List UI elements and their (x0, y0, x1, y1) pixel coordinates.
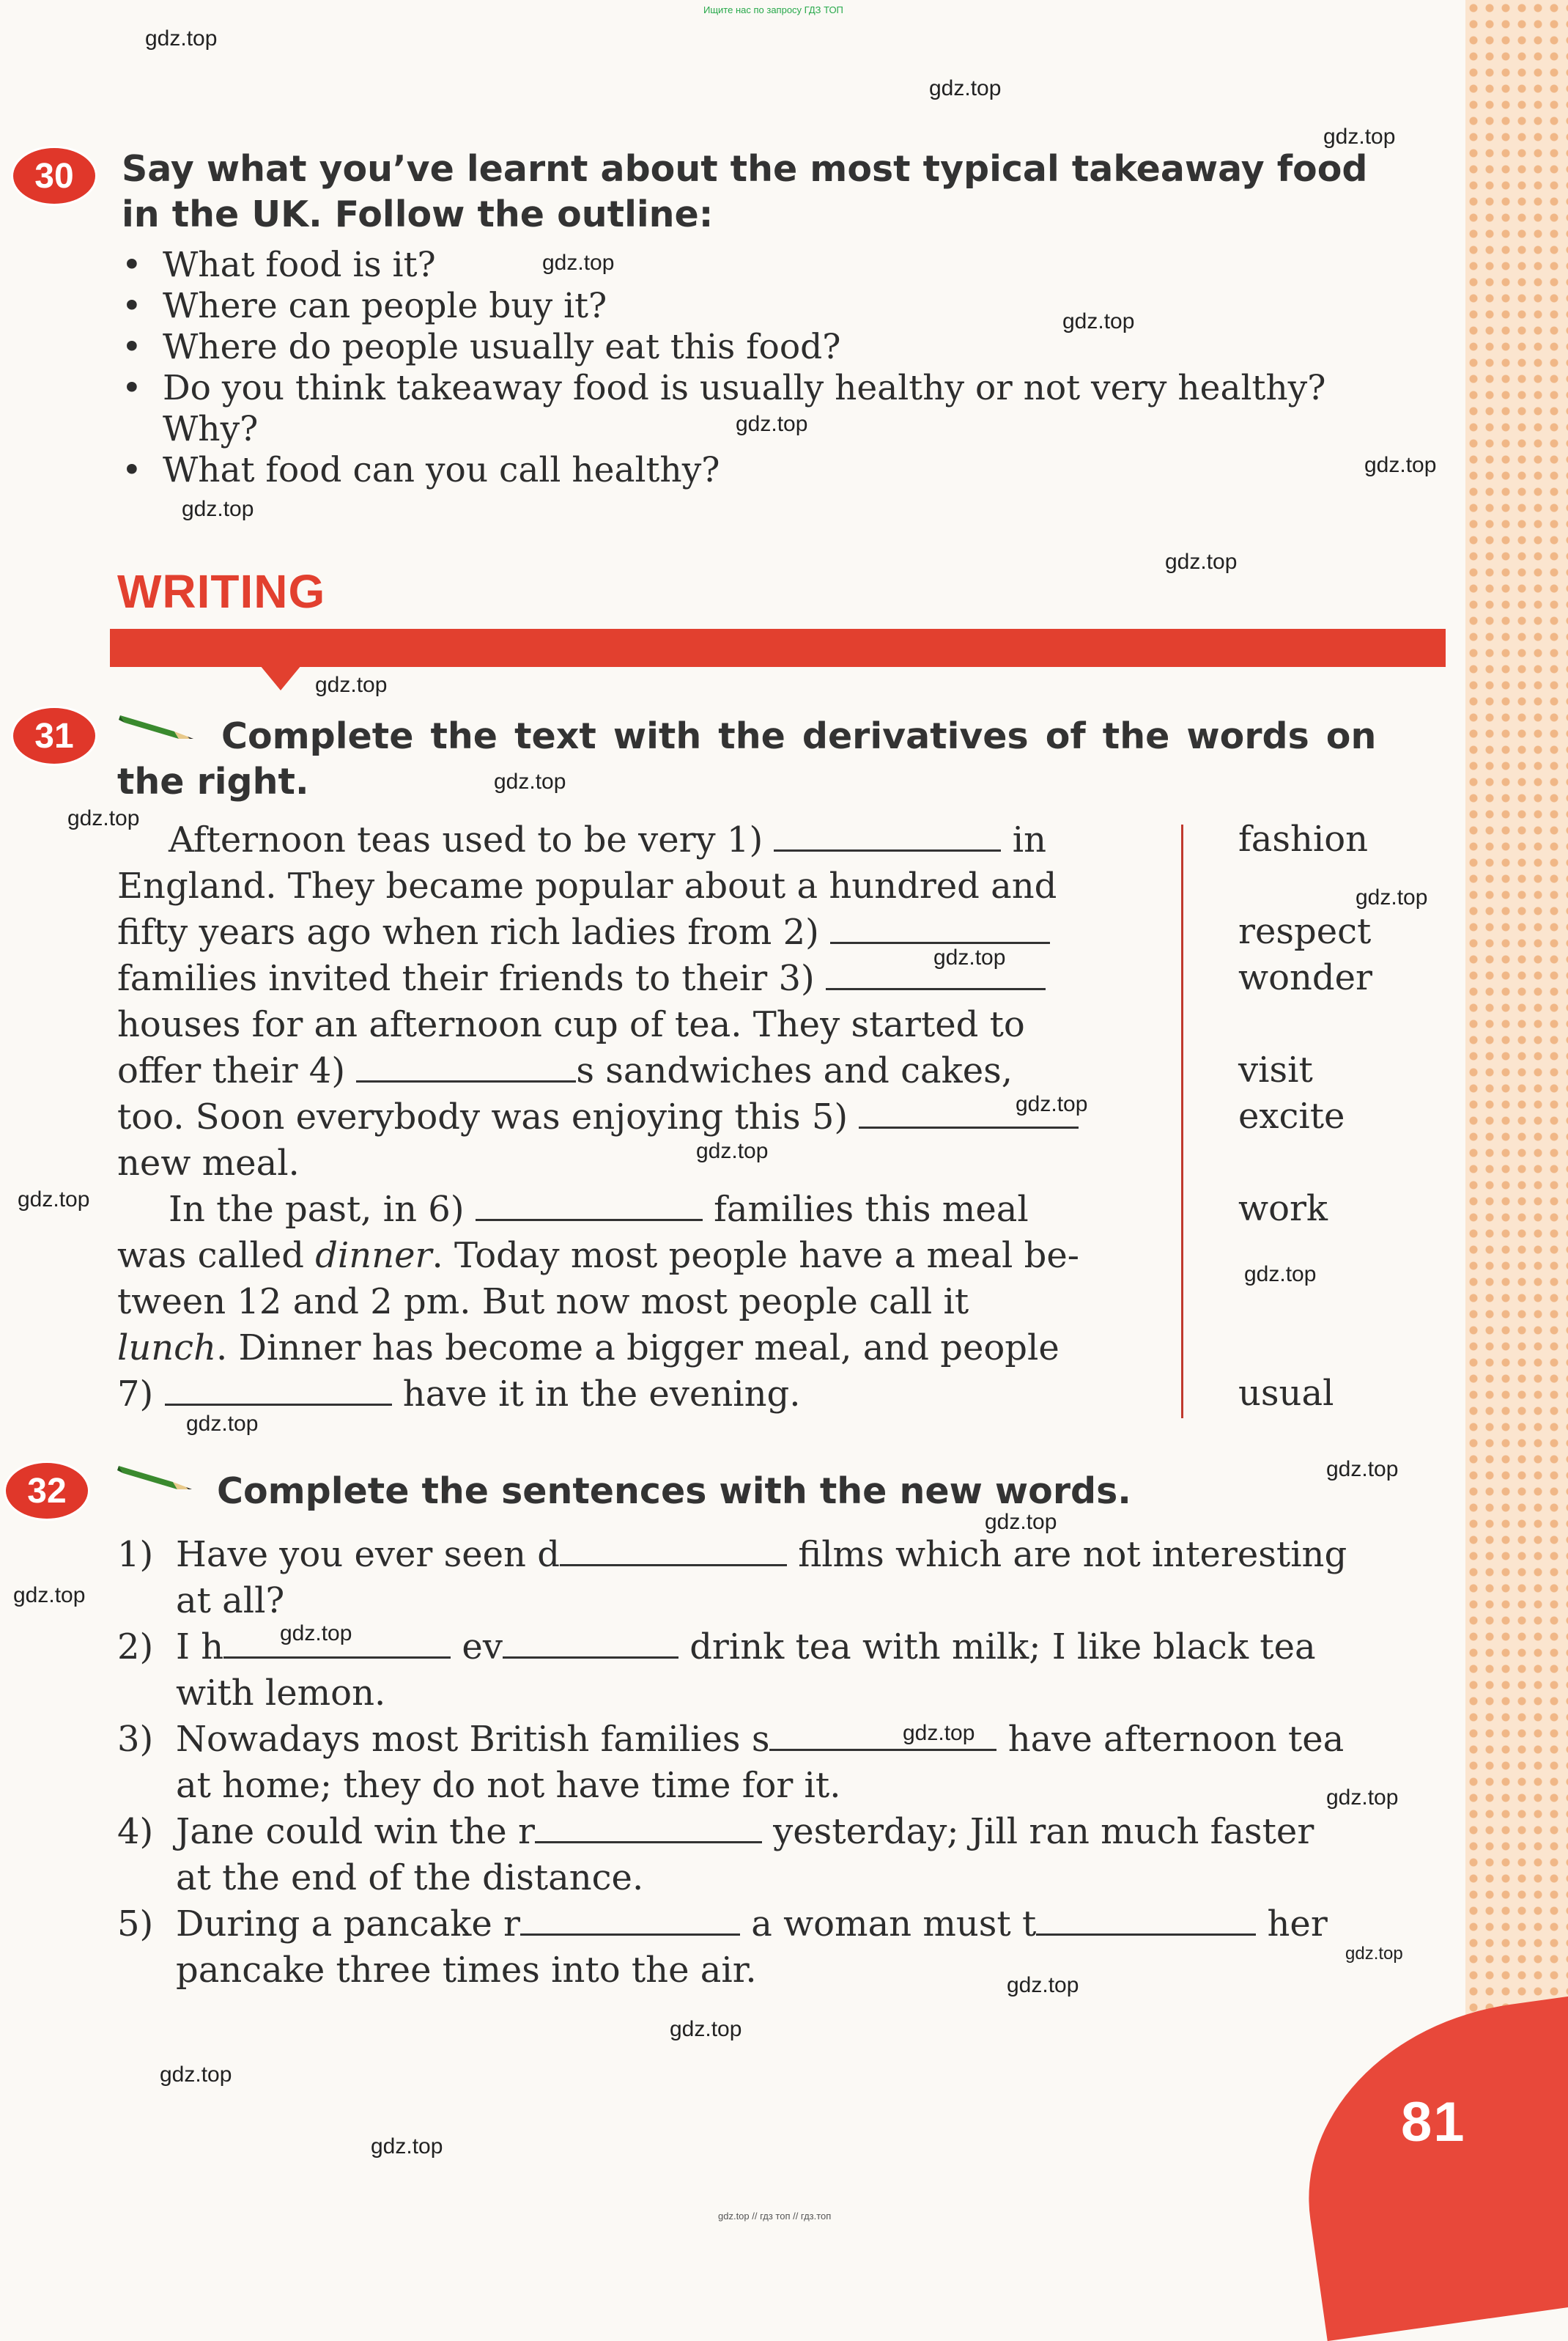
exercise-31-heading: Complete the text with the derivatives of the words on the right. (117, 715, 1377, 803)
outline-item: • Where can people buy it? (117, 286, 1325, 327)
watermark: gdz.top (1345, 1944, 1403, 1964)
watermark: gdz.top (542, 251, 615, 275)
outline-item: • Where do people usually eat this food? (117, 327, 1325, 368)
exercise-30-outline (117, 245, 1325, 491)
blank-s2b[interactable] (503, 1632, 678, 1659)
blank-s4[interactable] (535, 1816, 762, 1843)
watermark: gdz.top (1326, 1785, 1399, 1810)
watermark: gdz.top (13, 1583, 86, 1607)
watermark: gdz.top (903, 1721, 975, 1745)
top-note: Ищите нас по запросу ГДЗ ТОП (703, 4, 843, 15)
watermark: gdz.top (1326, 1457, 1399, 1481)
outline-item: • What food is it? (117, 245, 1325, 286)
pencil-icon (116, 1460, 196, 1492)
page-corner (1284, 1983, 1568, 2341)
watermark: gdz.top (1016, 1092, 1088, 1116)
section-title: WRITING (117, 565, 326, 618)
word-visit: visit (1238, 1050, 1313, 1091)
blank-2[interactable] (830, 917, 1050, 944)
sentence-1: 1) Have you ever seen d films which are not interesting at all? (117, 1534, 1347, 1621)
sentence-5: 5) During a pancake r a woman must t her pancake three times into the air. (117, 1903, 1328, 1991)
watermark: gdz.top (494, 770, 566, 794)
watermark: gdz.top (1323, 125, 1396, 149)
outline-item: • What food can you call healthy? (117, 450, 1325, 491)
blank-s1[interactable] (560, 1539, 787, 1566)
word-respect: respect (1238, 911, 1372, 952)
sentence-2: 2) I h ev drink tea with milk; I like black tea with lemon. (117, 1626, 1316, 1714)
watermark: gdz.top (736, 412, 808, 436)
word-column-divider (1181, 825, 1183, 1418)
watermark: gdz.top (1007, 1973, 1079, 1997)
watermark: gdz.top (1356, 885, 1428, 910)
watermark: gdz.top (1244, 1262, 1317, 1286)
watermark: gdz.top (929, 76, 1002, 100)
exercise-31-text: Afternoon teas used to be very 1) in England. They became popular about a hundred and fifty years ago when rich ladies from 2) families invited their friends to their 3) houses for an afternoon cup of tea. They started to offer their 4) s sandwiches and cakes, too. Soon everybody was enjoying this 5) new meal. In the past, in 6) families this meal was called dinner. Today most people have a meal be- tween 12 and 2 pm. But now most people call it lunch. Dinner has become a bigger meal, and people 7) have it in the evening. (117, 819, 1079, 1415)
watermark: gdz.top (1165, 550, 1238, 574)
exercise-30-heading: Say what you’ve learnt about the most typical takeaway food in the UK. Follow the outline: (122, 148, 1368, 235)
watermark: gdz.top (67, 806, 140, 830)
bottom-note: gdz.top // гдз топ // гдз.топ (718, 2211, 832, 2222)
blank-4[interactable] (356, 1055, 576, 1083)
outline-item: Why? (163, 409, 259, 449)
decorative-dot-strip (1465, 0, 1568, 2045)
watermark: gdz.top (985, 1510, 1057, 1534)
blank-7[interactable] (165, 1379, 392, 1406)
word-wonder: wonder (1238, 957, 1372, 998)
blank-s5b[interactable] (1036, 1909, 1256, 1936)
watermark: gdz.top (315, 673, 388, 697)
watermark: gdz.top (18, 1187, 90, 1212)
watermark: gdz.top (670, 2017, 742, 2041)
watermark: gdz.top (145, 26, 218, 51)
watermark: gdz.top (1062, 309, 1135, 333)
blank-6[interactable] (476, 1194, 703, 1221)
blank-1[interactable] (774, 825, 1001, 852)
watermark: gdz.top (1364, 453, 1437, 477)
watermark: gdz.top (182, 497, 254, 521)
word-excite: excite (1238, 1096, 1345, 1137)
watermark: gdz.top (696, 1139, 769, 1163)
section-divider-pointer (260, 666, 301, 690)
word-fashion: fashion (1238, 819, 1369, 860)
exercise-31-badge: 31 (13, 708, 95, 764)
page-number: 81 (1401, 2091, 1466, 2153)
word-work: work (1238, 1188, 1328, 1229)
exercise-32-heading: Complete the sentences with the new words. (217, 1470, 1131, 1512)
word-usual: usual (1238, 1373, 1334, 1414)
outline-item: • Do you think takeaway food is usually healthy or not very healthy? (117, 368, 1325, 409)
watermark: gdz.top (186, 1412, 259, 1436)
sentence-4: 4) Jane could win the r yesterday; Jill ran much faster at the end of the distance. (117, 1811, 1314, 1898)
exercise-32-badge: 32 (6, 1463, 88, 1519)
section-divider (110, 629, 1446, 667)
watermark: gdz.top (280, 1621, 352, 1645)
sentence-3: 3) Nowadays most British families s have afternoon tea at home; they do not have time for it. (117, 1719, 1345, 1806)
watermark: gdz.top (933, 945, 1006, 970)
blank-s5a[interactable] (520, 1909, 740, 1936)
exercise-30-badge: 30 (13, 148, 95, 204)
watermark: gdz.top (371, 2134, 443, 2158)
watermark: gdz.top (160, 2062, 232, 2087)
